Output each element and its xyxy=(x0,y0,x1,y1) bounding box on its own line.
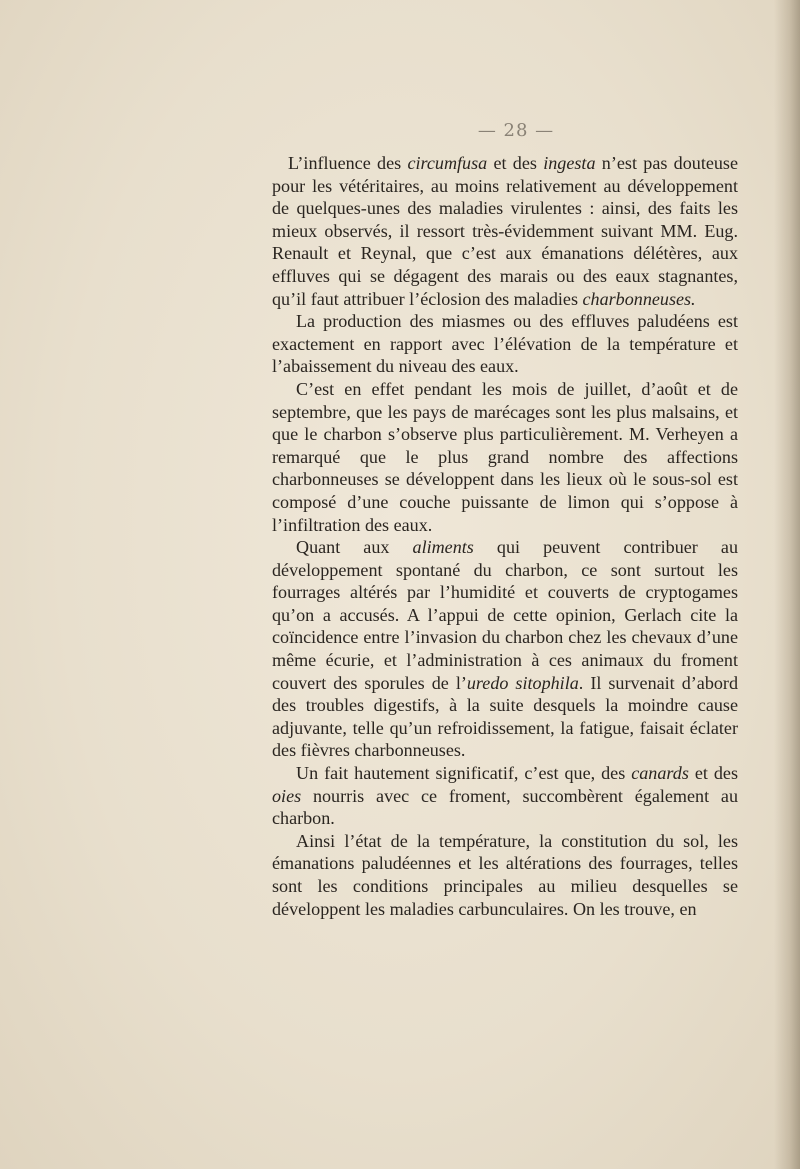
italic-text: uredo sitophila xyxy=(466,672,579,693)
text-run: . Il survenait d’abord des troubles digestifs, à la suite desquels la moindre cause adjuvante, telle qu’un refroidissement, la fatigue, faisait éclater des fièvres charbonneuses. xyxy=(272,672,738,761)
text-run: Quant aux xyxy=(296,537,413,558)
text-run: La production des miasmes ou des effluves paludéens est exactement en rapport avec l’élévation de la température et l’abaissement du niveau des eaux. xyxy=(272,311,738,377)
italic-text: aliments xyxy=(412,537,474,558)
text-run: et des xyxy=(688,763,738,784)
paragraph xyxy=(272,310,738,378)
text-run: nourris avec ce froment, succombèrent également au charbon. xyxy=(272,785,738,829)
text-run: Un fait hautement significatif, c’est que, des xyxy=(296,763,632,784)
paragraph xyxy=(272,830,738,920)
italic-text: circumfusa xyxy=(407,153,488,173)
text-run: Ainsi l’état de la température, la constitution du sol, les émanations paludéennes et les altérations des fourrages, telles sont les conditions principales au milieu desquelles se développent les maladies carbunculaires. On les trouve, en xyxy=(272,830,738,919)
text-run: L’influence des xyxy=(288,153,408,173)
page-edge-shadow xyxy=(774,0,800,1169)
italic-text: charbonneuses. xyxy=(582,288,696,309)
text-run: C’est en effet pendant les mois de juillet, d’août et de septembre, que les pays de marécages sont les plus malsains, et que le charbon s’observe plus particulièrement. M. Verheyen a remarqué que le plus grand nombre des affections charbonneuses se développent dans les lieux où le sous-sol est composé d’une couche puissante de limon qui s’oppose à l’infiltration des eaux. xyxy=(272,378,738,535)
italic-text: ingesta xyxy=(543,153,596,173)
text-run: et des xyxy=(487,153,544,173)
paragraph xyxy=(272,378,738,536)
text-run: n’est pas douteuse pour les vétéritaires, au moins relativement au développement de quelques-unes des maladies virulentes : ainsi, des faits les mieux observés, il ressort très-évidemment suivant MM. Eug. Renault et Reynal, que c’est aux émanations délétères, aux effluves qui se dégagent des marais ou des eaux stagnantes, qu’il faut attribuer l’éclosion des maladies xyxy=(272,153,738,309)
italic-text: canards xyxy=(631,763,689,784)
paragraph xyxy=(272,152,738,310)
paragraph xyxy=(272,762,738,830)
paragraph xyxy=(272,536,738,762)
italic-text: oies xyxy=(272,785,302,806)
text-run: qui peuvent contribuer au développement spontané du charbon, ce sont surtout les fourrages altérés par l’humidité et couverts de cryptogames qu’on a accusés. A l’appui de cette opinion, Gerlach cite la coïncidence entre l’invasion du charbon chez les chevaux d’une même écurie, et l’administration à ces animaux du froment couvert des sporules de l’ xyxy=(272,537,738,693)
page-number: — 28 — xyxy=(477,120,555,141)
body-text xyxy=(272,152,738,920)
